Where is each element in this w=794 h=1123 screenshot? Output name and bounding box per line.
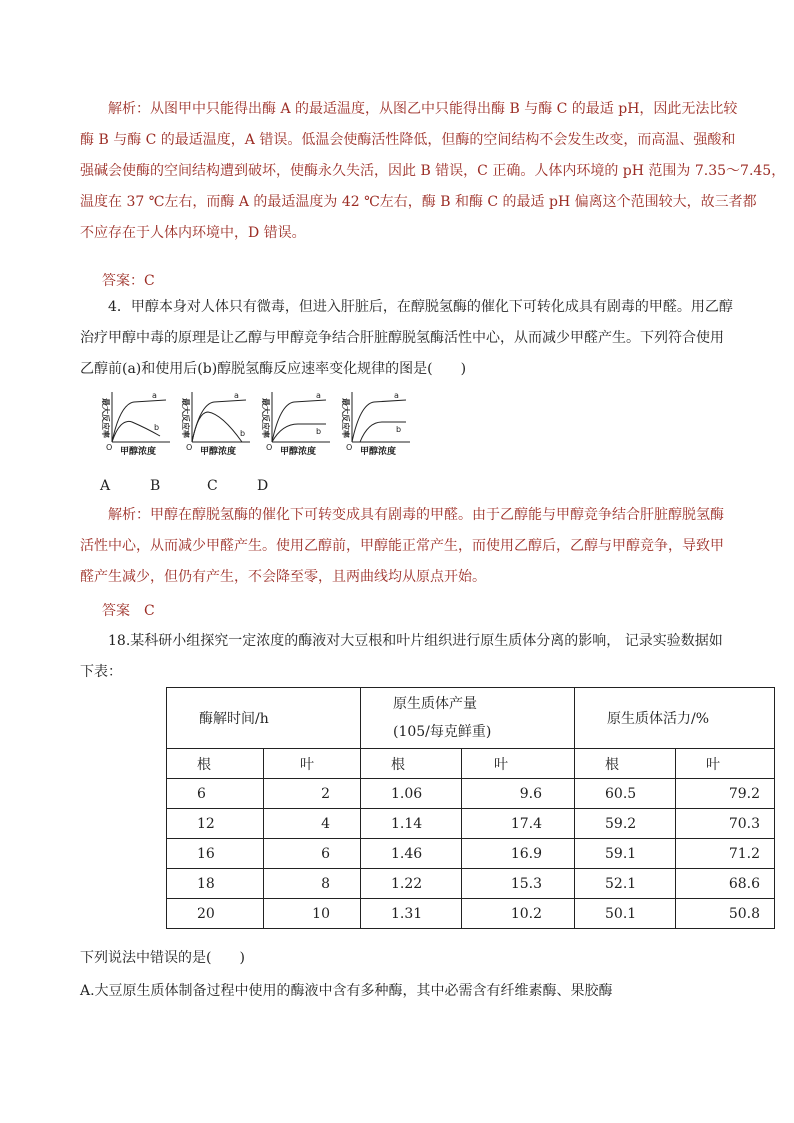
sub-root-activity: 根 [575,749,676,779]
cell: 1.22 [361,869,462,899]
graph-ylabel: 最大反应率 [341,398,350,438]
cell: 8 [264,869,361,899]
graph-d [338,390,413,458]
curve-a [352,400,406,442]
curve-a-label: a [234,391,239,400]
graph-ylabel: 最大反应率 [101,398,110,438]
graph-xlabel: 甲醇浓度 [280,447,317,457]
text-line: 解析：甲醇在醇脱氢酶的催化下可转变成具有剧毒的甲醛。由于乙醇能与甲醇竞争结合肝脏醇脱氢酶 [108,507,724,523]
option-b: B [150,478,161,494]
text-line: 醛产生减少，但仍有产生，不会降至零，且两曲线均从原点开始。 [80,569,486,585]
cell: 17.4 [462,809,575,839]
text-line: 活性中心，从而减少甲醛产生。使用乙醇前，甲醇能正常产生，而使用乙醇后，乙醇与甲醇竞争，导致甲 [80,538,724,554]
cell: 52.1 [575,869,676,899]
cell: 1.31 [361,899,462,929]
cell: 15.3 [462,869,575,899]
answer-4: 答案 C [102,603,155,619]
curve-a-label: a [394,391,399,400]
sub-root-yield: 根 [361,749,462,779]
text-line: 温度在 37 ℃左右，而酶 A 的最适温度为 42 ℃左右，酶 B 和酶 C 的最适 pH 偏离这个范围较大，故三者都 [80,194,757,210]
graph-ylabel: 最大反应率 [261,398,270,438]
table-subheader-row [167,749,775,779]
cell: 10.2 [462,899,575,929]
curve-b-label: b [240,429,246,438]
cell: 59.1 [575,839,676,869]
text-line: 强碱会使酶的空间结构遭到破坏，使酶永久失活，因此 B 错误，C 正确。人体内环境的 pH 范围为 7.35～7.45， [80,163,786,179]
graph-c [258,390,333,458]
text-line: 下表： [80,664,122,680]
text-line: 治疗甲醇中毒的原理是让乙醇与甲醇竞争结合肝脏醇脱氢酶活性中心，从而减少甲醛产生。下列符合使用 [80,330,724,346]
header-yield [361,688,575,749]
option-graphs [98,390,418,460]
cell: 18 [167,869,264,899]
curve-a-label: a [152,391,157,400]
table-row [167,839,775,869]
table-row [167,869,775,899]
cell: 12 [167,809,264,839]
cell: 68.6 [676,869,775,899]
cell: 16 [167,839,264,869]
sub-leaf-activity: 叶 [676,749,775,779]
data-table [166,687,775,929]
graph-xlabel: 甲醇浓度 [360,447,397,457]
text-line: 乙醇前(a)和使用后(b)醇脱氢酶反应速率变化规律的图是( ) [80,361,467,377]
text-line: 18.某科研小组探究一定浓度的酶液对大豆根和叶片组织进行原生质体分离的影响， 记录实验数据如 [108,633,723,649]
cell: 16.9 [462,839,575,869]
origin-label: O [106,443,113,452]
cell: 6 [264,839,361,869]
header-activity: 原生质体活力/% [575,688,775,749]
question-18-ask: 下列说法中错误的是( ) [80,950,245,966]
cell: 1.46 [361,839,462,869]
cell: 20 [167,899,264,929]
option-d: D [257,478,269,494]
cell: 70.3 [676,809,775,839]
header-yield-line2: (105/每克鲜重) [393,724,492,740]
table-row [167,899,775,929]
answer-1: 答案：C [102,273,155,289]
cell: 2 [264,779,361,809]
text-line: 不应存在于人体内环境中，D 错误。 [80,225,306,241]
sub-leaf-time: 叶 [264,749,361,779]
cell: 1.14 [361,809,462,839]
sub-root-time: 根 [167,749,264,779]
cell: 59.2 [575,809,676,839]
table-row [167,779,775,809]
origin-label: O [346,443,353,452]
text-line: 4．甲醇本身对人体只有微毒，但进入肝脏后，在醇脱氢酶的催化下可转化成具有剧毒的甲醛。用乙醇 [108,299,733,315]
cell: 10 [264,899,361,929]
origin-label: O [186,443,193,452]
table-header-row [167,688,775,749]
sub-leaf-yield: 叶 [462,749,575,779]
curve-a [112,400,166,442]
graph-xlabel: 甲醇浓度 [200,447,237,457]
cell: 4 [264,809,361,839]
curve-b [112,421,160,442]
graph-b [178,390,253,458]
cell: 60.5 [575,779,676,809]
question-4 [80,292,733,385]
curve-b-label: b [316,427,322,436]
text-line: 酶 B 与酶 C 的最适温度，A 错误。低温会使酶活性降低，但酶的空间结构不会发生改变，而高温、强酸和 [80,132,736,148]
cell: 6 [167,779,264,809]
table-row [167,809,775,839]
cell: 9.6 [462,779,575,809]
header-time: 酶解时间/h [167,688,361,749]
graph-a [98,390,173,458]
question-18 [80,626,723,688]
cell: 79.2 [676,779,775,809]
curve-b-label: b [396,425,402,434]
graph-xlabel: 甲醇浓度 [120,447,157,457]
explanation-paragraph-1 [80,94,786,249]
option-18-a: A.大豆原生质体制备过程中使用的酶液中含有多种酶，其中必需含有纤维素酶、果胶酶 [80,983,613,999]
cell: 50.1 [575,899,676,929]
cell: 71.2 [676,839,775,869]
curve-b-label: b [154,423,160,432]
origin-label: O [266,443,273,452]
option-c: C [207,478,218,494]
option-a: A [100,478,111,494]
explanation-paragraph-4 [80,500,724,593]
text-line: 解析：从图甲中只能得出酶 A 的最适温度，从图乙中只能得出酶 B 与酶 C 的最适 pH，因此无法比较 [108,101,738,117]
curve-a-label: a [316,391,321,400]
graph-ylabel: 最大反应率 [181,398,190,438]
cell: 50.8 [676,899,775,929]
header-yield-line1: 原生质体产量 [393,696,477,712]
cell: 1.06 [361,779,462,809]
